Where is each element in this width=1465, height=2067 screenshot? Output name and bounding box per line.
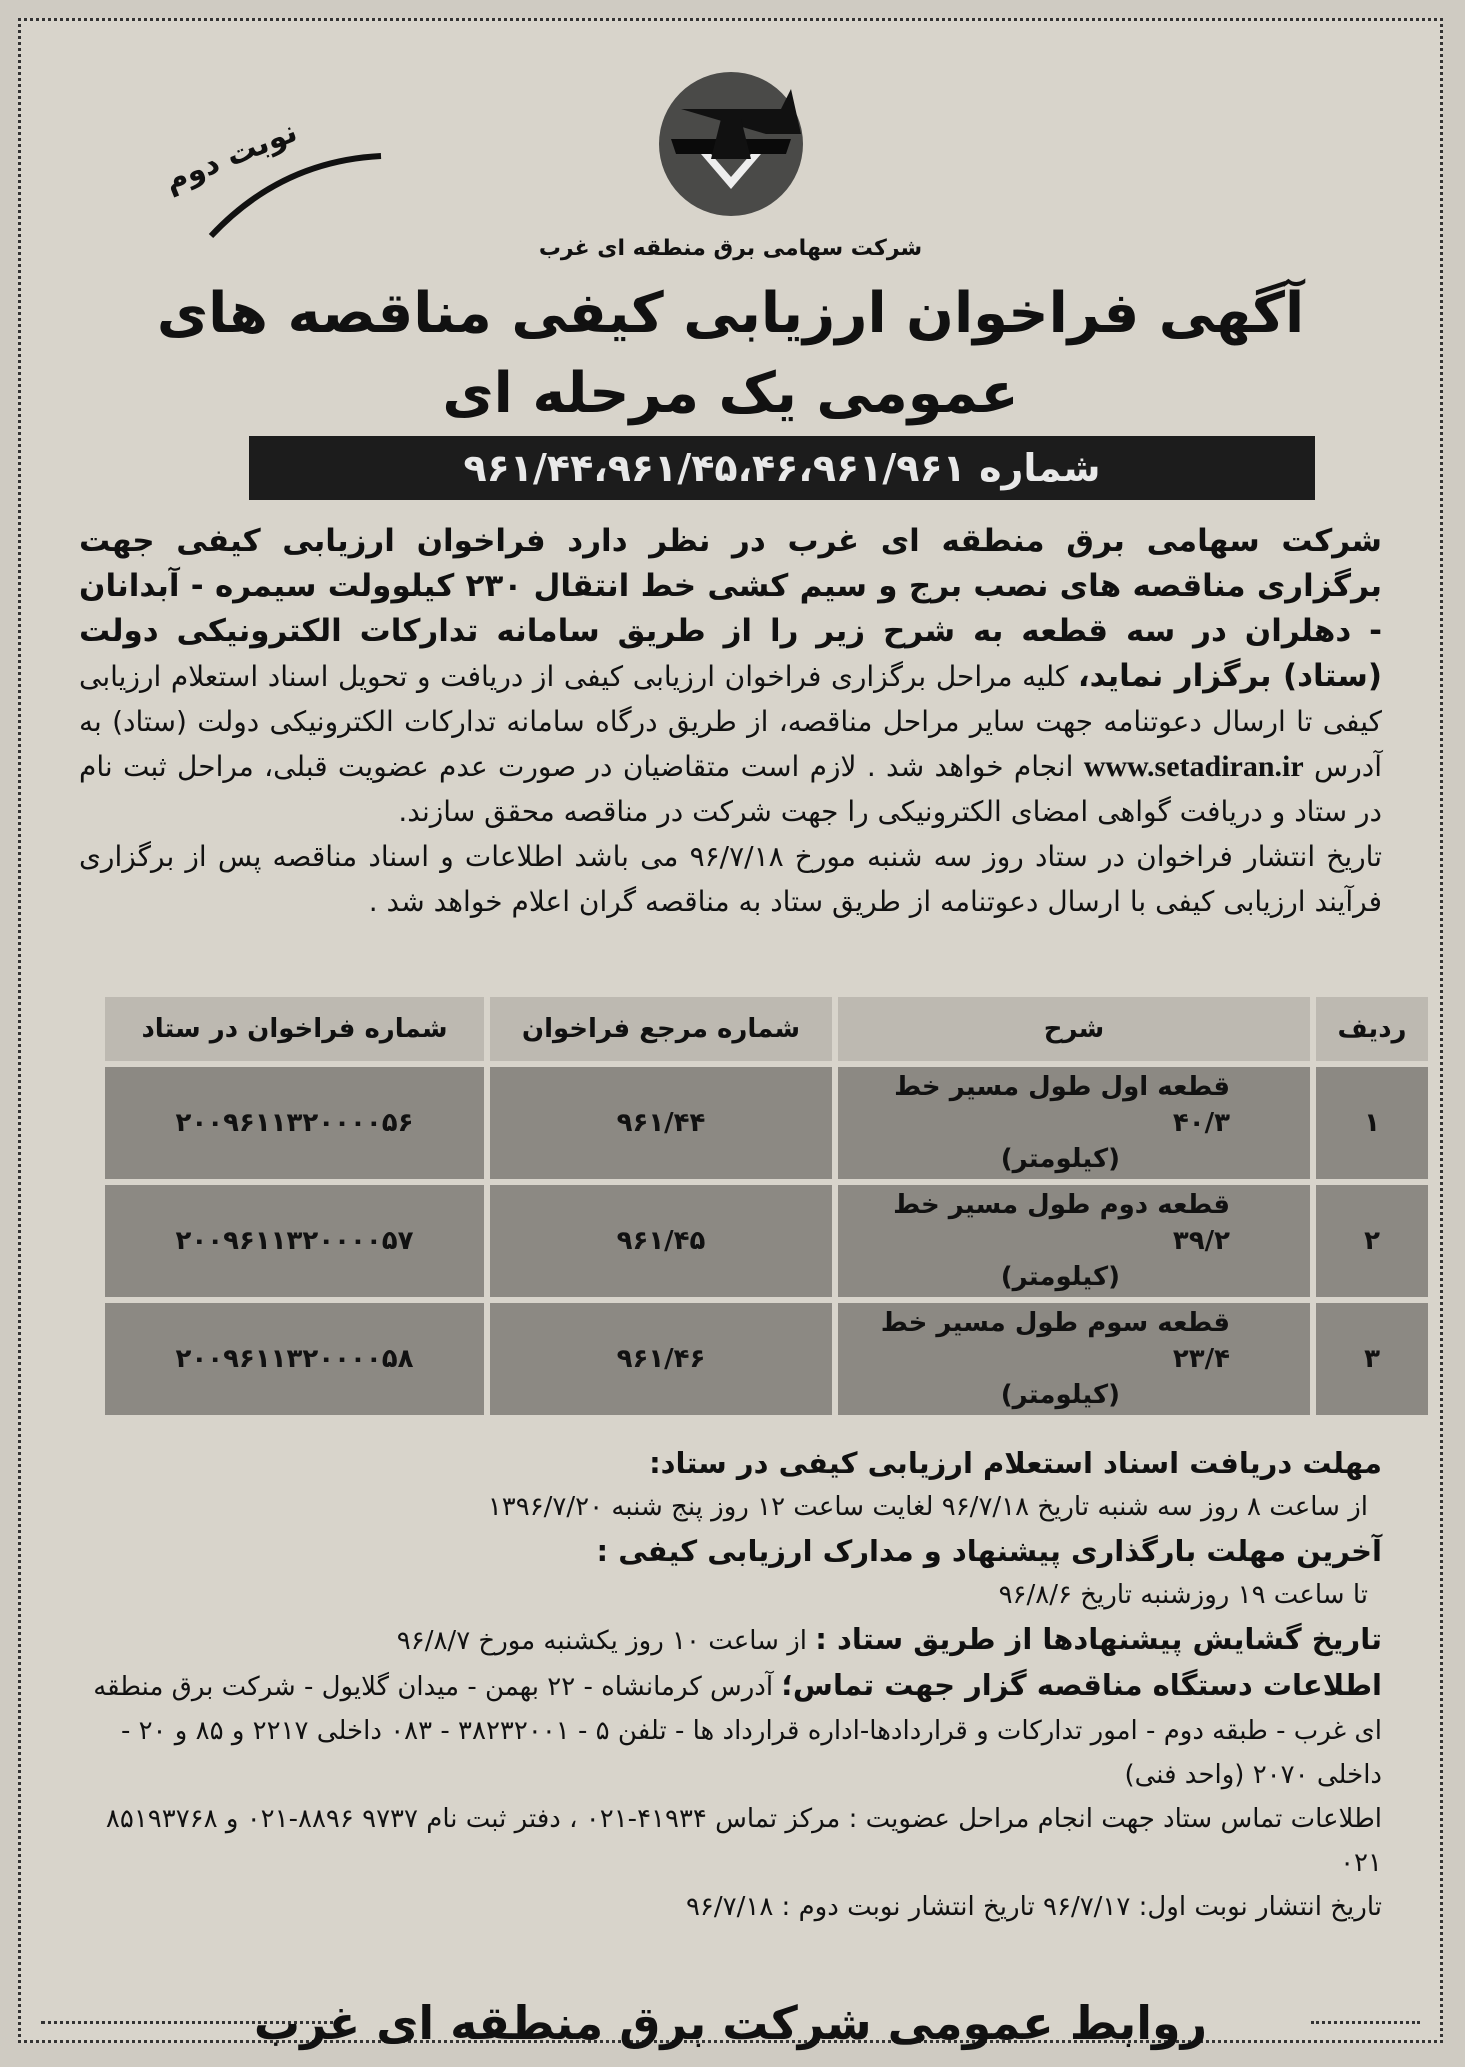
row-setad-number: ۲۰۰۹۶۱۱۳۲۰۰۰۰۵۷ [105, 1185, 484, 1297]
col-description: شرح [838, 997, 1310, 1061]
col-row: ردیف [1316, 997, 1428, 1061]
row-setad-number: ۲۰۰۹۶۱۱۳۲۰۰۰۰۵۶ [105, 1067, 484, 1179]
stamp-text: نوبت دوم [159, 114, 303, 199]
row-reference: ۹۶۱/۴۵ [490, 1185, 832, 1297]
row-number: ۱ [1316, 1067, 1428, 1179]
row-setad-number: ۲۰۰۹۶۱۱۳۲۰۰۰۰۵۸ [105, 1303, 484, 1415]
company-name: شرکت سهامی برق منطقه ای غرب [538, 236, 923, 261]
row-description-main: قطعه دوم طول مسیر خط ۳۹/۲ [893, 1190, 1230, 1256]
table-row [105, 1303, 1428, 1415]
intro-text-3: تاریخ انتشار فراخوان در ستاد روز سه شنبه مورخ ۹۶/۷/۱۸ می باشد اطلاعات و اسناد مناقصه پس از برگزاری فرآیند ارزیابی کیفی با ارسال دعوتنامه از طریق ستاد به مناقصه گران اعلام خواهد شد . [79, 840, 1382, 918]
contact-text: آدرس کرمانشاه - ۲۲ بهمن - میدان گلایول - شرکت برق منطقه ای غرب - طبقه دوم - امور تدارکات و قراردادها-اداره قرارداد ها - تلفن ۵ - ۳۸۲۳۲۰۰۱ - ۰۸۳ داخلی ۲۲۱۷ و ۸۵ و ۲۰ - داخلی ۲۰۷۰ (واحد فنی) [93, 1672, 1382, 1790]
row-number: ۲ [1316, 1185, 1428, 1297]
row-description [838, 1185, 1310, 1297]
tender-table [99, 991, 1434, 1421]
intro-text-2: انجام خواهد شد . لازم است متقاضیان در صورت عدم عضویت قبلی، مراحل ثبت نام در ستاد و دریافت گواهی امضای الکترونیکی را جهت شرکت در مناقصه محقق سازند. [79, 750, 1382, 828]
intro-text-1: کلیه مراحل برگزاری فراخوان ارزیابی کیفی از دریافت و تحویل اسناد استعلام ارزیابی کیفی تا ارسال دعوتنامه جهت سایر مراحل مناقصه، از طریق درگاه سامانه تدارکات الکترونیکی دولت (ستاد) به آدرس [79, 660, 1382, 783]
second-publication-stamp [159, 114, 401, 251]
row-description-main: قطعه اول طول مسیر خط ۴۰/۳ [894, 1072, 1230, 1138]
col-setad-number: شماره فراخوان در ستاد [105, 997, 484, 1061]
upload-text: تا ساعت ۱۹ روزشنبه تاریخ ۹۶/۸/۶ [998, 1580, 1368, 1610]
footer-public-relations: روابط عمومی شرکت برق منطقه ای غرب [253, 1996, 1208, 2050]
setad-contact-text: اطلاعات تماس ستاد جهت انجام مراحل عضویت : مرکز تماس ۴۱۹۳۴-۰۲۱ ، دفتر ثبت نام ۹۷۳۷ ۸۸۹۶-۰۲۱ و ۸۵۱۹۳۷۶۸ ۰۲۱ [105, 1804, 1382, 1878]
table-header-row [105, 997, 1428, 1061]
opening-heading: تاریخ گشایش پیشنهادها از طریق ستاد : [815, 1622, 1382, 1656]
upload-heading: آخرین مهلت بارگذاری پیشنهاد و مدارک ارزیابی کیفی : [596, 1534, 1382, 1568]
table-row [105, 1185, 1428, 1297]
row-reference: ۹۶۱/۴۶ [490, 1303, 832, 1415]
title-line-1: آگهی فراخوان ارزیابی کیفی مناقصه های [156, 281, 1305, 346]
company-logo-icon [641, 59, 821, 219]
deadline-text: از ساعت ۸ روز سه شنبه تاریخ ۹۶/۷/۱۸ لغایت ساعت ۱۲ روز پنج شنبه ۱۳۹۶/۷/۲۰ [487, 1492, 1368, 1522]
row-description [838, 1067, 1310, 1179]
tender-number-bar: شماره ۹۶۱/۴۴،۹۶۱/۴۵،۴۶،۹۶۱/۹۶۱ [249, 436, 1315, 500]
row-description-unit: (کیلومتر) [1000, 1380, 1120, 1410]
table-row [105, 1067, 1428, 1179]
details-section [79, 1441, 1382, 1929]
row-description-unit: (کیلومتر) [1000, 1144, 1120, 1174]
row-description-main: قطعه سوم طول مسیر خط ۲۳/۴ [880, 1308, 1230, 1374]
row-description [838, 1303, 1310, 1415]
title-line-2: عمومی یک مرحله ای [442, 361, 1019, 426]
row-description-unit: (کیلومتر) [1000, 1262, 1120, 1292]
advertisement-page [18, 18, 1443, 2050]
website-link[interactable]: www.setadiran.ir [1083, 750, 1304, 783]
row-number: ۳ [1316, 1303, 1428, 1415]
deadline-heading: مهلت دریافت اسناد استعلام ارزیابی کیفی در ستاد: [649, 1446, 1382, 1480]
intro-paragraph [79, 519, 1382, 924]
col-reference: شماره مرجع فراخوان [490, 997, 832, 1061]
contact-heading: اطلاعات دستگاه مناقصه گزار جهت تماس؛ [781, 1668, 1382, 1702]
opening-text: از ساعت ۱۰ روز یکشنبه مورخ ۹۶/۸/۷ [396, 1626, 816, 1656]
publish-dates: تاریخ انتشار نوبت اول: ۹۶/۷/۱۷ تاریخ انتشار نوبت دوم : ۹۶/۷/۱۸ [685, 1892, 1382, 1922]
row-reference: ۹۶۱/۴۴ [490, 1067, 832, 1179]
intro-bold: شرکت سهامی برق منطقه ای غرب در نظر دارد فراخوان ارزیابی کیفی جهت برگزاری مناقصه های نصب برج و سیم کشی خط انتقال ۲۳۰ کیلوولت سیمره - آبدانان - دهلران در سه قطعه به شرح زیر را از طریق سامانه تدارکات الکترونیکی دولت (ستاد) برگزار نماید، [79, 523, 1382, 694]
